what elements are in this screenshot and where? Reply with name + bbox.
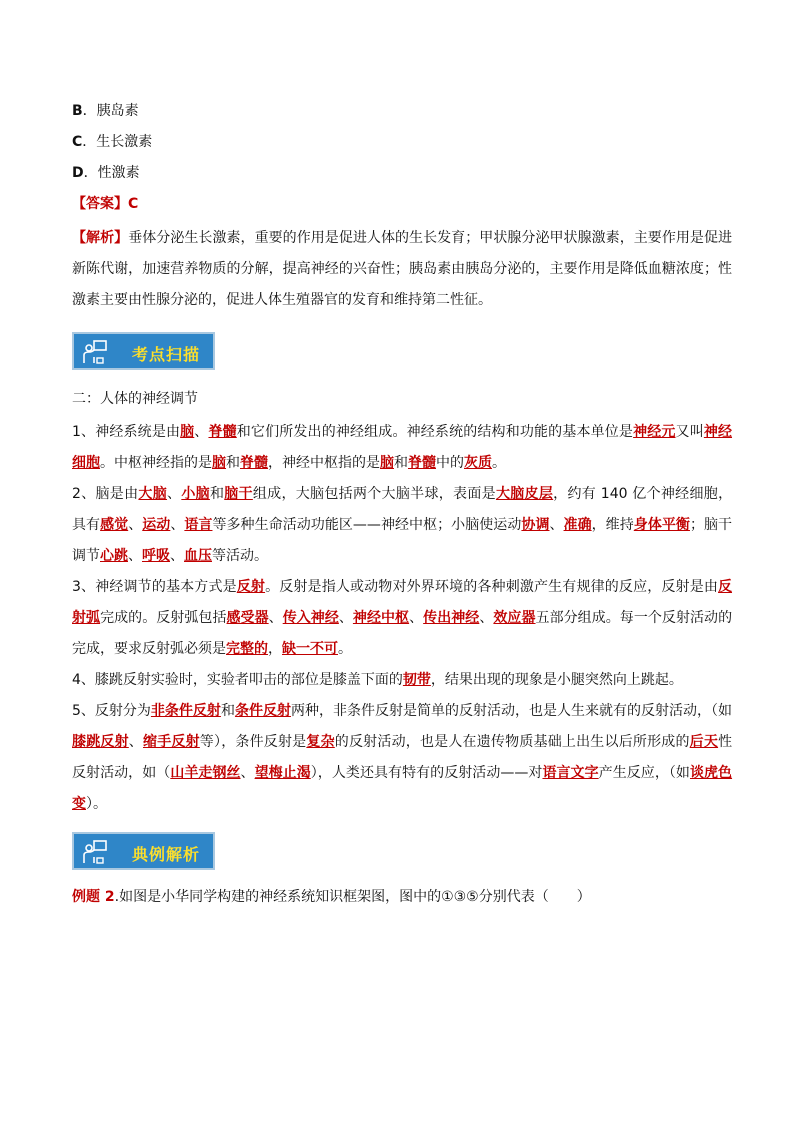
paragraph-5: 5、反射分为非条件反射和条件反射两种，非条件反射是简单的反射活动，也是人生来就有的反射活动，（如膝跳反射、缩手反射等），条件反射是复杂的反射活动，也是人在遗传物质基础上出生以后所形成的后天性反射活动，如（山羊走钢丝、望梅止渴），人类还具有特有的反射活动——对语言文字产生反应，（如谈虎色变）。: [72, 703, 733, 812]
paragraph-4: 4、膝跳反射实验时，实验者叩击的部位是膝盖下面的韧带，结果出现的现象是小腿突然向上跳起。: [72, 672, 683, 688]
teacher-board-icon: [82, 339, 108, 365]
example-text: .如图是小华同学构建的神经系统知识框架图，图中的①③⑤分别代表（ ）: [114, 889, 591, 905]
section-banner-example: [72, 832, 215, 870]
teacher-board-icon: [82, 839, 108, 865]
banner-title: 典例解析: [132, 845, 201, 864]
option-d: D．性激素: [72, 165, 140, 181]
paragraph-3: 3、神经调节的基本方式是反射。反射是指人或动物对外界环境的各种刺激产生有规律的反应，反射是由反射弧完成的。反射弧包括感受器、传入神经、神经中枢、传出神经、效应器五部分组成。每一个反射活动的完成，要求反射弧必须是完整的，缺一不可。: [72, 579, 733, 657]
analysis: [72, 223, 732, 316]
paragraph-1: 1、神经系统是由脑、脊髓和它们所发出的神经组成。神经系统的结构和功能的基本单位是神经元又叫神经细胞。中枢神经指的是脑和脊髓，神经中枢指的是脑和脊髓中的灰质。: [72, 424, 733, 471]
section-banner-scan: [72, 332, 215, 370]
answer-label: 【答案】: [72, 196, 128, 212]
analysis-text: 垂体分泌生长激素，重要的作用是促进人体的生长发育；甲状腺分泌甲状腺激素，主要作用是促进新陈代谢，加速营养物质的分解，提高神经的兴奋性；胰岛素由胰岛分泌的，主要作用是降低血糖浓度；性激素主要由性腺分泌的，促进人体生殖器官的发育和维持第二性征。: [72, 230, 733, 308]
analysis-label: 【解析】: [72, 230, 129, 246]
document-page: [72, 100, 732, 913]
banner-title: 考点扫描: [132, 345, 201, 364]
option-c: C．生长激素: [72, 134, 153, 150]
section-title: 二：人体的神经调节: [72, 391, 198, 407]
example-label: 例题 2: [72, 889, 115, 905]
example-question: [72, 882, 732, 913]
paragraph-2: 2、脑是由大脑、小脑和脑干组成，大脑包括两个大脑半球，表面是大脑皮层，约有 140 亿个神经细胞，具有感觉、运动、语言等多种生命活动功能区——神经中枢；小脑使运动协调、准确，维持身体平衡；脑干调节心跳、呼吸、血压等活动。: [72, 486, 733, 564]
answer: [72, 193, 732, 215]
option-b: B．胰岛素: [72, 103, 139, 119]
answer-value: C: [128, 196, 139, 212]
